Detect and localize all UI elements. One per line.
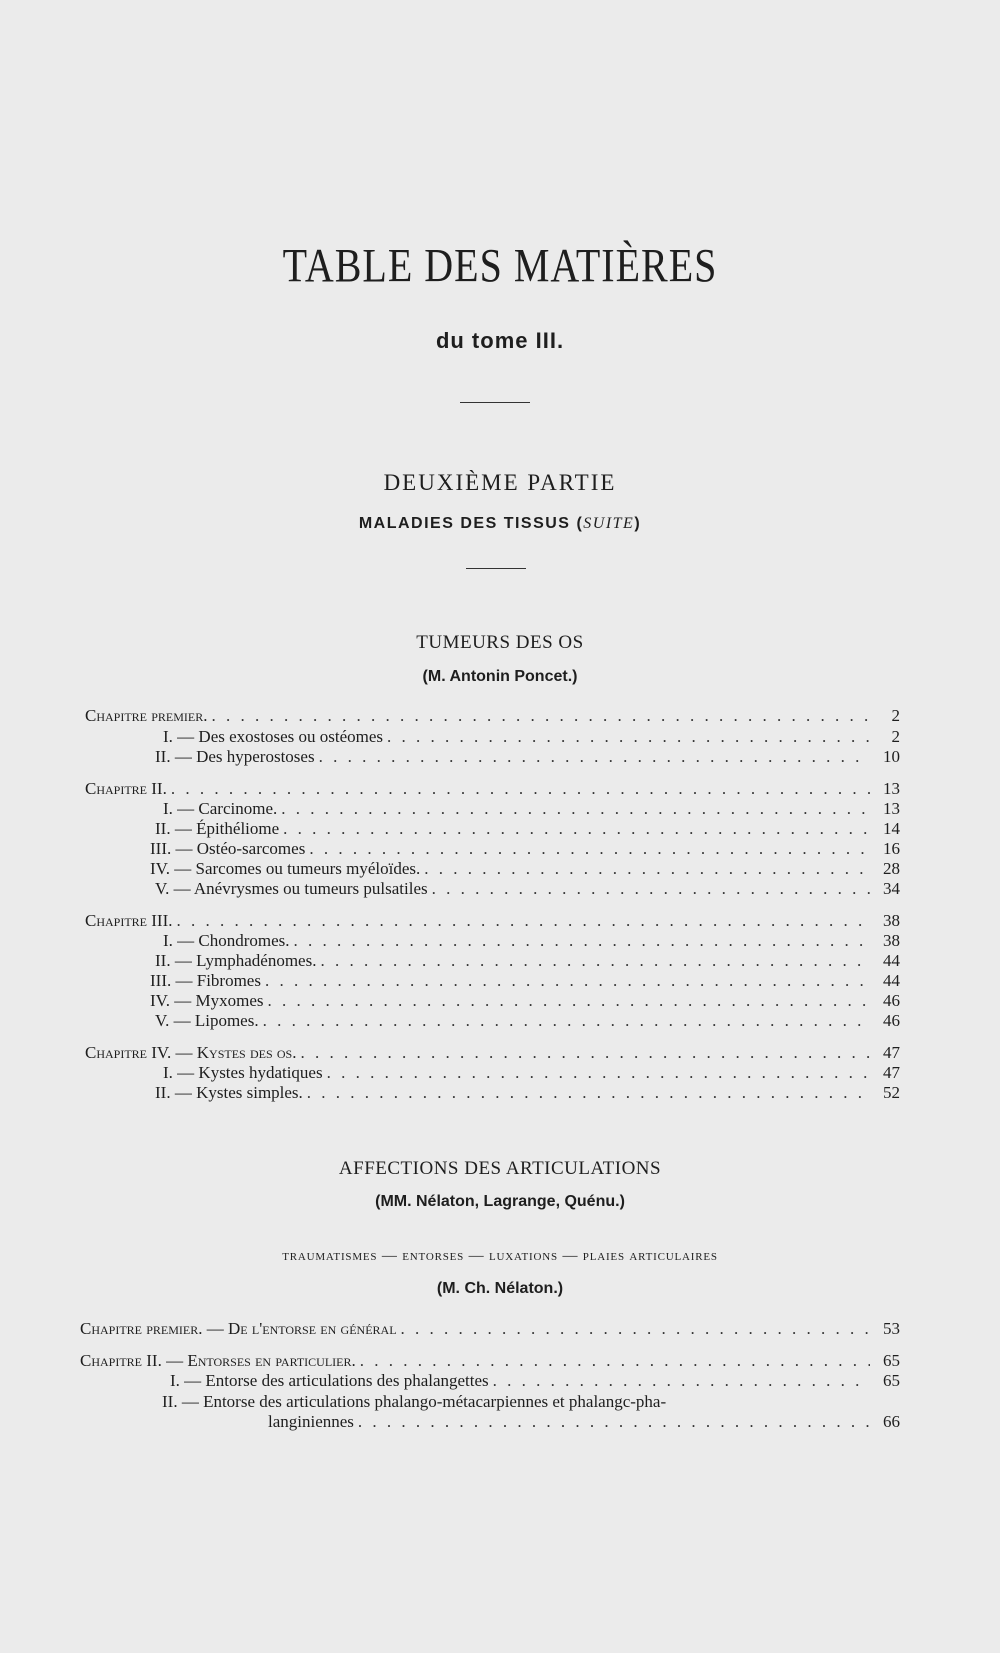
- toc-entry-label: I. — Entorse des articulations des phalangettes: [170, 1371, 489, 1390]
- toc-entry: [85, 778, 900, 799]
- toc-entry: [163, 930, 900, 951]
- toc-entry-label: Chapitre IV. — Kystes des os.: [85, 1043, 297, 1062]
- toc-entry: [80, 1350, 900, 1371]
- toc-entry: [155, 746, 900, 767]
- toc-entry-page: 2: [891, 706, 900, 725]
- toc-entry-page: 10: [883, 747, 900, 766]
- toc-entry-page: 34: [883, 879, 900, 898]
- leader-dots: [432, 878, 870, 899]
- leader-dots: [294, 930, 870, 951]
- toc-entry: [170, 1370, 900, 1391]
- toc-entry-page: 16: [883, 839, 900, 858]
- toc-entry-label: V. — Lipomes.: [155, 1011, 259, 1030]
- toc-entry: [85, 705, 900, 726]
- toc-entry-page: 46: [883, 1011, 900, 1030]
- toc-entry-label: Chapitre II. — Entorses en particulier.: [80, 1351, 356, 1370]
- part-subheading-main: MALADIES DES TISSUS: [358, 515, 571, 532]
- section-heading-tumeurs: TUMEURS DES OS: [416, 632, 584, 653]
- toc-entry-label: I. — Carcinome.: [163, 799, 278, 818]
- leader-dots: [493, 1370, 870, 1391]
- toc-entry-page: 65: [883, 1351, 900, 1370]
- leader-dots: [268, 990, 871, 1011]
- toc-entry: [150, 970, 900, 991]
- toc-entry-label: IV. — Sarcomes ou tumeurs myéloïdes.: [150, 859, 421, 878]
- leader-dots: [307, 1082, 870, 1103]
- leader-dots: [281, 798, 870, 819]
- leader-dots: [263, 1010, 870, 1031]
- toc-entry: [155, 818, 900, 839]
- divider: [460, 402, 530, 403]
- toc-entry-page: 13: [883, 779, 900, 798]
- toc-entry-label: IV. — Myxomes: [150, 991, 264, 1010]
- toc-entry: [163, 798, 900, 819]
- toc-entry: [155, 1082, 900, 1103]
- leader-dots: [309, 838, 870, 859]
- toc-entry-page: 47: [883, 1043, 900, 1062]
- toc-entry: [155, 1010, 900, 1031]
- leader-dots: [401, 1318, 870, 1339]
- toc-entry: [85, 1042, 900, 1063]
- part-subheading: MALADIES DES TISSUS (SUITE): [358, 515, 642, 532]
- toc-entry-label: Chapitre premier.: [85, 706, 208, 725]
- leader-dots: [212, 705, 870, 726]
- divider: [466, 568, 526, 569]
- subsection-heading-traumatismes: traumatismes — entorses — luxations — plaies articulaires: [282, 1248, 718, 1264]
- toc-entry-label: I. — Des exostoses ou ostéomes: [163, 727, 384, 746]
- section-author-affections: (MM. Nélaton, Lagrange, Quénu.): [375, 1193, 625, 1210]
- toc-entry-label: Chapitre premier. — De l'entorse en général: [80, 1319, 397, 1338]
- leader-dots: [358, 1411, 870, 1432]
- toc-entry-page: 38: [883, 931, 900, 950]
- leader-dots: [320, 950, 870, 971]
- toc-entry: [150, 838, 900, 859]
- toc-entry-page: 52: [883, 1083, 900, 1102]
- toc-entry-label: II. — Lymphadénomes.: [155, 951, 317, 970]
- toc-entry: [163, 726, 900, 747]
- leader-dots: [327, 1062, 870, 1083]
- toc-entry-label: V. — Anévrysmes ou tumeurs pulsatiles: [155, 879, 428, 898]
- toc-entry-page: 53: [883, 1319, 900, 1338]
- toc-entry-label: I. — Chondromes.: [163, 931, 290, 950]
- leader-dots: [300, 1042, 870, 1063]
- leader-dots: [424, 858, 870, 879]
- leader-dots: [177, 910, 871, 931]
- leader-dots: [265, 970, 870, 991]
- leader-dots: [283, 818, 870, 839]
- toc-entry-page: 28: [883, 859, 900, 878]
- subsection-author-traumatismes: (M. Ch. Nélaton.): [436, 1280, 564, 1297]
- toc-entry-label: langiniennes: [268, 1412, 354, 1431]
- toc-entry-page: 38: [883, 911, 900, 930]
- toc-entry-label: I. — Kystes hydatiques: [163, 1063, 323, 1082]
- toc-entry-label: Chapitre III.: [85, 911, 173, 930]
- leader-dots: [360, 1350, 870, 1371]
- toc-entry: [268, 1411, 900, 1432]
- toc-entry-label: III. — Ostéo-sarcomes: [150, 839, 306, 858]
- toc-entry-label: II. — Kystes simples.: [155, 1083, 303, 1102]
- leader-dots: [319, 746, 870, 767]
- toc-entry-page: 46: [883, 991, 900, 1010]
- toc-entry: [80, 1318, 900, 1339]
- leader-dots: [387, 726, 870, 747]
- toc-entry-label: II. — Épithéliome: [155, 819, 280, 838]
- volume-subtitle: du tome III.: [435, 328, 565, 353]
- section-author-tumeurs: (M. Antonin Poncet.): [422, 668, 578, 685]
- toc-entry-page: 66: [883, 1412, 900, 1431]
- part-subheading-suite: SUITE: [583, 515, 635, 532]
- toc-entry: [162, 1391, 900, 1412]
- toc-entry: [150, 990, 900, 1011]
- page-title: TABLE DES MATIÈRES: [282, 239, 718, 293]
- part-heading: DEUXIÈME PARTIE: [383, 470, 617, 495]
- toc-entry: [85, 910, 900, 931]
- toc-entry-page: 44: [883, 951, 900, 970]
- leader-dots: [171, 778, 870, 799]
- bleed-through-text: [380, 96, 384, 114]
- toc-entry: [150, 858, 900, 879]
- toc-entry-page: 13: [883, 799, 900, 818]
- toc-entry-label: III. — Fibromes: [150, 971, 261, 990]
- toc-entry-page: 47: [883, 1063, 900, 1082]
- section-heading-affections: AFFECTIONS DES ARTICULATIONS: [338, 1158, 662, 1179]
- toc-entry-label: Chapitre II.: [85, 779, 167, 798]
- toc-entry-page: 44: [883, 971, 900, 990]
- toc-entry-page: 65: [883, 1371, 900, 1390]
- toc-entry-page: 2: [891, 727, 900, 746]
- toc-entry: [155, 950, 900, 971]
- toc-entry-page: 14: [883, 819, 900, 838]
- toc-entry: [155, 878, 900, 899]
- toc-entry-label: II. — Des hyperostoses: [155, 747, 315, 766]
- toc-entry: [163, 1062, 900, 1083]
- toc-entry-label: II. — Entorse des articulations phalango-métacarpiennes et phalangc-pha-: [162, 1392, 667, 1411]
